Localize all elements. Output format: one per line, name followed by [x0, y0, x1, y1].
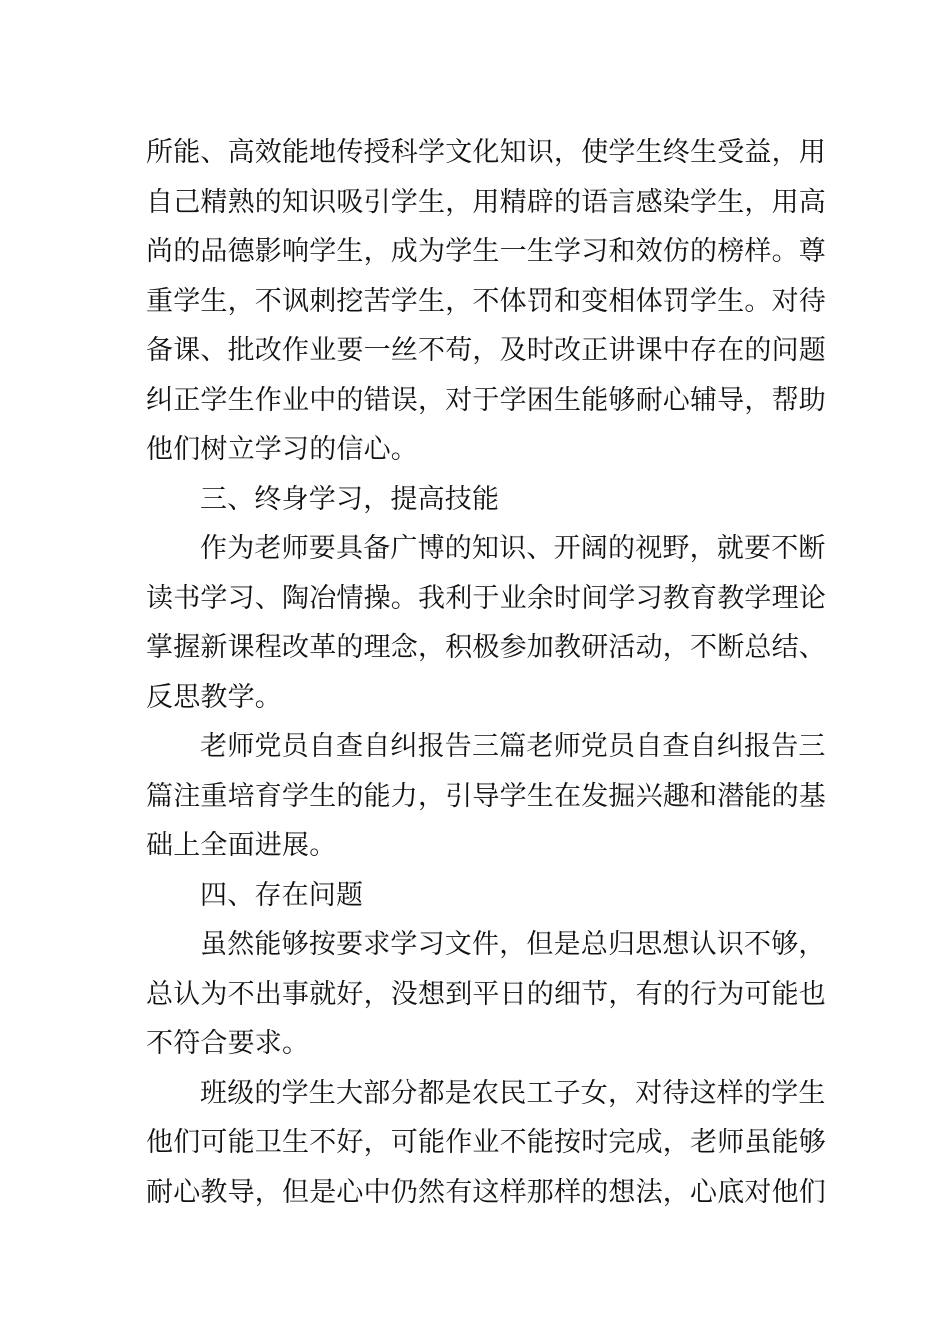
text-line: 掌握新课程改革的理念，积极参加教研活动，不断总结、	[146, 632, 826, 663]
text-line: 虽然能够按要求学习文件，但是总归思想认识不够，	[200, 929, 826, 960]
text-line: 老师党员自查自纠报告三篇老师党员自查自纠报告三	[200, 731, 826, 762]
text-line: 不符合要求。	[146, 1028, 310, 1059]
text-line: 作为老师要具备广博的知识、开阔的视野，就要不断	[200, 533, 826, 564]
text-line: 重学生，不讽刺挖苦学生，不体罚和变相体罚学生。对待	[146, 285, 826, 317]
text-line: 篇注重培育学生的能力，引导学生在发掘兴趣和潜能的基	[146, 780, 826, 812]
text-line: 总认为不出事就好，没想到平日的细节，有的行为可能也	[146, 978, 826, 1010]
text-line: 础上全面进展。	[146, 830, 337, 861]
text-line: 备课、批改作业要一丝不苟，及时改正讲课中存在的问题	[146, 335, 826, 366]
section-heading: 四、存在问题	[200, 879, 364, 911]
text-line: 所能、高效能地传授科学文化知识，使学生终生受益，用	[146, 137, 826, 168]
text-line: 耐心教导，但是心中仍然有这样那样的想法，心底对他们	[146, 1176, 826, 1208]
text-line: 尚的品德影响学生，成为学生一生学习和效仿的榜样。尊	[146, 236, 826, 267]
text-line: 纠正学生作业中的错误，对于学困生能够耐心辅导，帮助	[146, 384, 826, 416]
text-line: 自己精熟的知识吸引学生，用精辟的语言感染学生，用高	[146, 186, 826, 218]
text-line: 他们树立学习的信心。	[146, 434, 418, 465]
text-line: 反思教学。	[146, 681, 282, 713]
section-heading: 三、终身学习，提高技能	[200, 483, 500, 515]
body-text	[146, 128, 826, 1217]
text-line: 读书学习、陶冶情操。我利于业余时间学习教育教学理论	[146, 582, 826, 614]
text-line: 班级的学生大部分都是农民工子女，对待这样的学生	[200, 1077, 826, 1109]
text-line: 他们可能卫生不好，可能作业不能按时完成，老师虽能够	[146, 1127, 826, 1158]
